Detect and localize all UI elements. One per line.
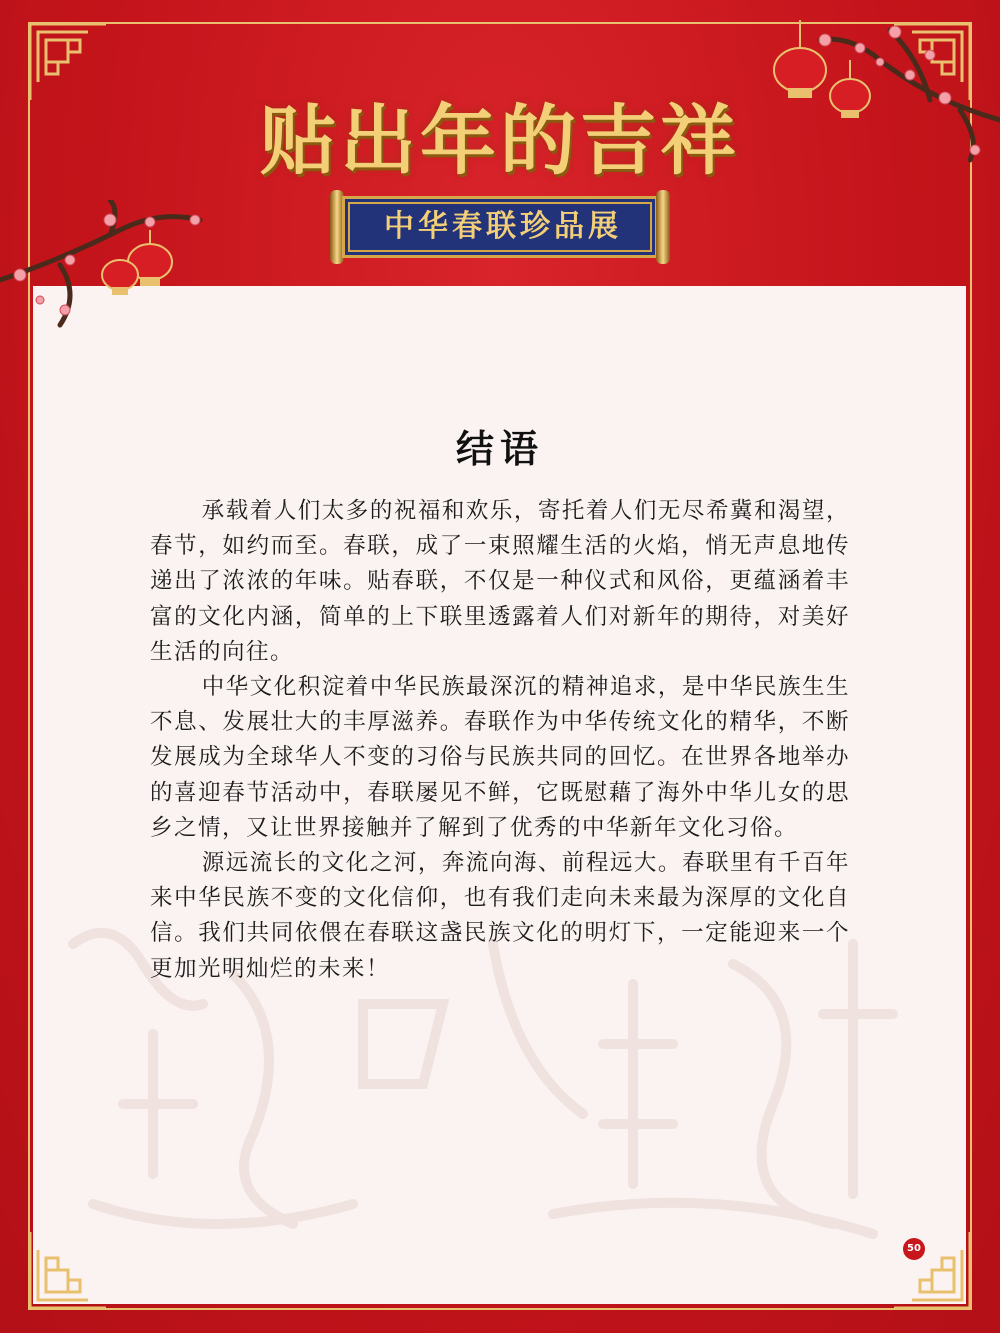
subtitle: 中华春联珍品展 — [384, 209, 622, 244]
plum-blossom-lantern-icon — [0, 200, 230, 330]
paragraph: 源远流长的文化之河，奔流向海、前程远大。春联里有千百年来中华民族不变的文化信仰，也有我们走向未来最为深厚的文化自信。我们共同依偎在春联这盏民族文化的明灯下，一定能迎来一个更加光明灿烂的未来！ — [150, 850, 850, 982]
scroll-body — [342, 196, 658, 258]
subtitle-scroll-banner — [330, 190, 670, 264]
header-title: 贴出年的吉祥 — [260, 96, 740, 185]
paragraph: 承载着人们太多的祝福和欢乐，寄托着人们无尽希冀和渴望，春节，如约而至。春联，成了一束照耀生活的火焰，悄无声息地传递出了浓浓的年味。贴春联，不仅是一种仪式和风俗，更蕴涵着丰富的文化内涵，简单的上下联里透露着人们对新年的期待，对美好生活的向往。 — [150, 498, 850, 665]
section-title: 结语 — [455, 426, 544, 471]
article-body — [150, 494, 850, 987]
scroll-rod-icon — [656, 190, 670, 264]
corner-ornament-icon — [28, 1230, 108, 1310]
paragraph: 中华文化积淀着中华民族最深沉的精神追求，是中华民族生生不息、发展壮大的丰厚滋养。春联作为中华传统文化的精华，不断发展成为全球华人不变的习俗与民族共同的回忆。在世界各地举办的喜迎春节活动中，春联屡见不鲜，它既慰藉了海外中华儿女的思乡之情，又让世界接触并了解到了优秀的中华新年文化习俗。 — [150, 674, 850, 841]
page-number: 50 — [903, 1238, 925, 1260]
